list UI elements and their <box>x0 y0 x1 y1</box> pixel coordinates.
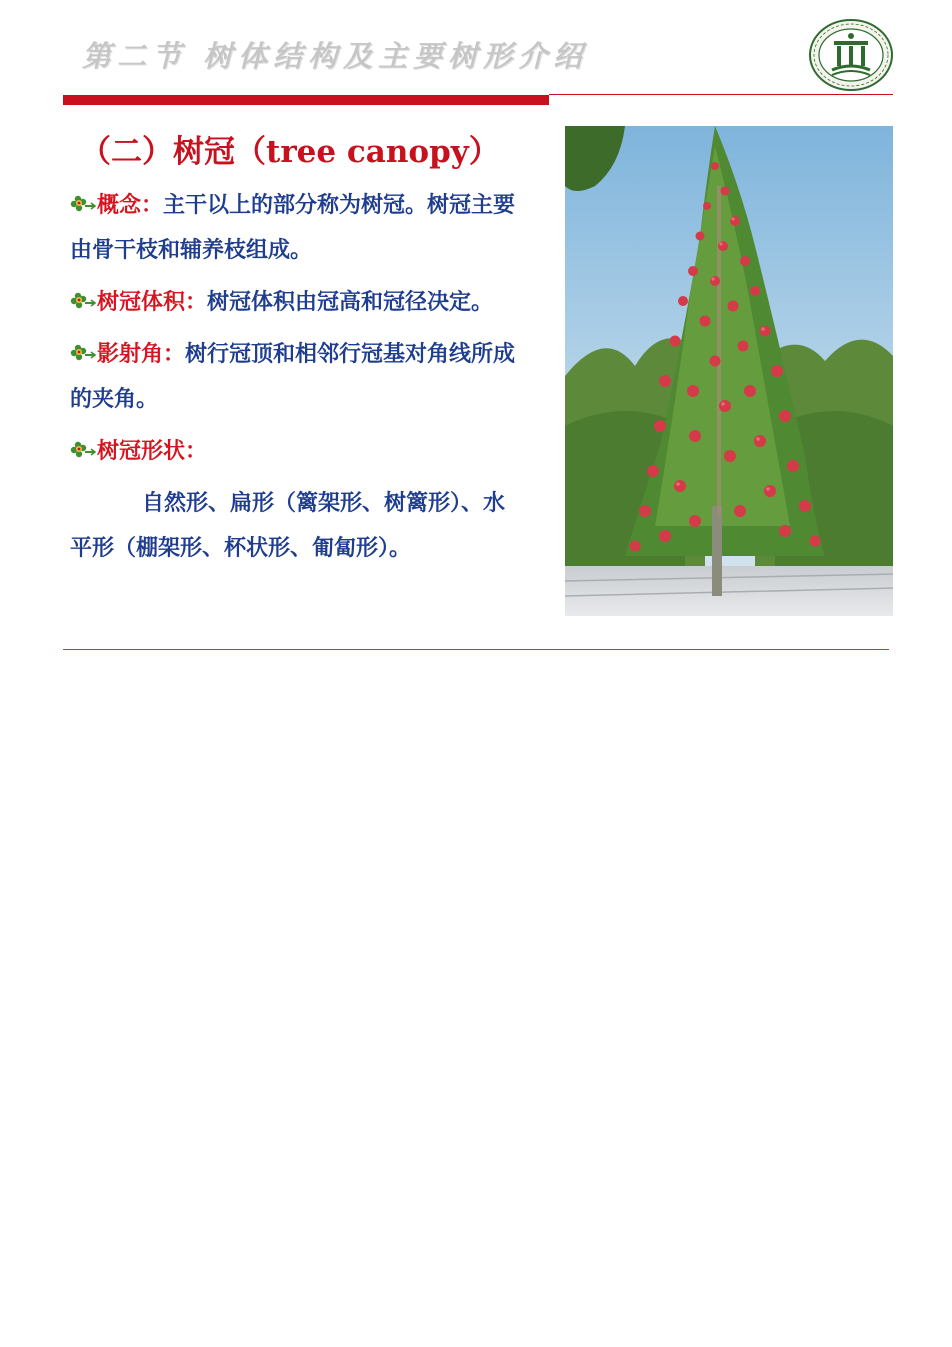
item-canopy-volume <box>70 280 522 325</box>
item-term: 树冠形状： <box>97 439 208 464</box>
item-term: 影射角： <box>97 342 186 367</box>
university-seal-icon <box>808 18 894 92</box>
section-title: （二）树冠（tree canopy） <box>80 134 500 170</box>
item-text: 主干以上的部分称为树冠。树冠主要由骨干枝和辅养枝组成。 <box>70 193 516 263</box>
bottom-divider <box>63 649 889 650</box>
item-term: 树冠体积： <box>97 290 208 315</box>
item-concept <box>70 183 522 273</box>
item-text: 树行冠顶和相邻行冠基对角线所成的夹角。 <box>70 342 516 412</box>
item-canopy-shape <box>70 429 522 474</box>
flower-bullet-icon <box>70 193 97 215</box>
apple-tree-photo <box>565 126 893 616</box>
canopy-shapes-paragraph <box>70 481 522 571</box>
flower-bullet-icon <box>70 342 97 364</box>
item-text: 树冠体积由冠高和冠径决定。 <box>207 290 494 315</box>
header-divider-thin <box>549 94 893 95</box>
flower-bullet-icon <box>70 290 97 312</box>
content-body <box>70 183 522 578</box>
item-term: 概念： <box>97 193 164 218</box>
header-divider-thick <box>63 95 549 105</box>
item-projection-angle <box>70 332 522 422</box>
canopy-shapes-text: 自然形、扁形（篱架形、树篱形）、水平形（棚架形、杯状形、匍匐形）。 <box>70 491 506 561</box>
flower-bullet-icon <box>70 439 97 461</box>
header-title: 第二节 树体结构及主要树形介绍 <box>82 39 589 73</box>
